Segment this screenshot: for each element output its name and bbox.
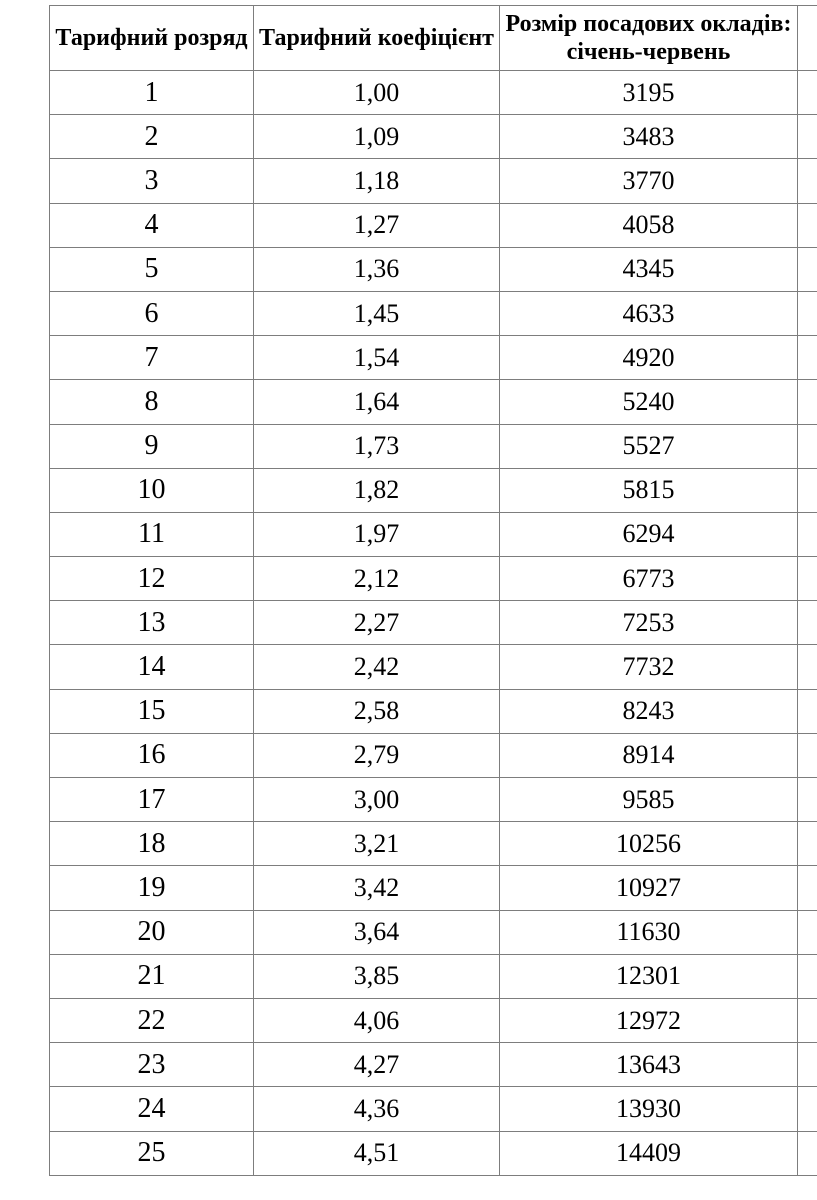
cell-tariff-coefficient: 1,64: [254, 380, 500, 424]
cell-tariff-grade: 8: [50, 380, 254, 424]
cell-cutoff-column: [798, 557, 817, 601]
cell-salary: 12301: [500, 954, 798, 998]
table-body: [50, 71, 817, 1176]
table-row: [50, 733, 817, 777]
header-row: [50, 6, 817, 71]
table-row: [50, 645, 817, 689]
table-row: [50, 866, 817, 910]
cell-tariff-grade: 21: [50, 954, 254, 998]
cell-tariff-coefficient: 1,45: [254, 291, 500, 335]
cell-salary: 14409: [500, 1131, 798, 1175]
cell-salary: 7253: [500, 601, 798, 645]
table-row: [50, 247, 817, 291]
table-row: [50, 71, 817, 115]
cell-salary: 8914: [500, 733, 798, 777]
cell-tariff-coefficient: 4,36: [254, 1087, 500, 1131]
header-cutoff-column: [798, 6, 817, 71]
cell-tariff-coefficient: 1,18: [254, 159, 500, 203]
cell-cutoff-column: [798, 910, 817, 954]
cell-salary: 3483: [500, 115, 798, 159]
cell-tariff-coefficient: 1,36: [254, 247, 500, 291]
cell-salary: 3195: [500, 71, 798, 115]
table-row: [50, 203, 817, 247]
table-row: [50, 778, 817, 822]
header-salary: [500, 6, 798, 71]
cell-tariff-coefficient: 1,54: [254, 336, 500, 380]
cell-cutoff-column: [798, 115, 817, 159]
cell-salary: 13930: [500, 1087, 798, 1131]
cell-cutoff-column: [798, 468, 817, 512]
cell-tariff-grade: 10: [50, 468, 254, 512]
cell-tariff-coefficient: 3,00: [254, 778, 500, 822]
cell-tariff-coefficient: 3,64: [254, 910, 500, 954]
cell-salary: 4633: [500, 291, 798, 335]
cell-tariff-coefficient: 2,79: [254, 733, 500, 777]
cell-salary: 7732: [500, 645, 798, 689]
cell-salary: 4058: [500, 203, 798, 247]
cell-tariff-grade: 16: [50, 733, 254, 777]
header-salary-line2: січень-червень: [566, 39, 731, 65]
cell-salary: 4345: [500, 247, 798, 291]
cell-tariff-coefficient: 4,27: [254, 1043, 500, 1087]
cell-tariff-grade: 17: [50, 778, 254, 822]
table-row: [50, 159, 817, 203]
cell-tariff-coefficient: 3,85: [254, 954, 500, 998]
cell-tariff-grade: 15: [50, 689, 254, 733]
cell-cutoff-column: [798, 689, 817, 733]
cell-salary: 4920: [500, 336, 798, 380]
cell-tariff-grade: 25: [50, 1131, 254, 1175]
cell-tariff-grade: 23: [50, 1043, 254, 1087]
table-row: [50, 557, 817, 601]
cell-tariff-coefficient: 4,06: [254, 998, 500, 1042]
cell-salary: 5815: [500, 468, 798, 512]
cell-cutoff-column: [798, 866, 817, 910]
cell-salary: 6773: [500, 557, 798, 601]
cell-salary: 5527: [500, 424, 798, 468]
cell-cutoff-column: [798, 733, 817, 777]
cell-cutoff-column: [798, 998, 817, 1042]
cell-tariff-grade: 11: [50, 512, 254, 556]
cell-cutoff-column: [798, 822, 817, 866]
cell-salary: 10927: [500, 866, 798, 910]
tariff-table-container: [49, 5, 817, 1176]
cell-salary: 5240: [500, 380, 798, 424]
header-salary-line1: Розмір посадових окладів:: [505, 11, 792, 37]
cell-cutoff-column: [798, 1087, 817, 1131]
cell-tariff-grade: 20: [50, 910, 254, 954]
cell-tariff-coefficient: 2,58: [254, 689, 500, 733]
table-row: [50, 822, 817, 866]
cell-tariff-coefficient: 4,51: [254, 1131, 500, 1175]
cell-tariff-grade: 22: [50, 998, 254, 1042]
table-row: [50, 689, 817, 733]
table-row: [50, 115, 817, 159]
cell-cutoff-column: [798, 71, 817, 115]
cell-cutoff-column: [798, 380, 817, 424]
cell-salary: 3770: [500, 159, 798, 203]
table-row: [50, 424, 817, 468]
cell-cutoff-column: [798, 778, 817, 822]
cell-tariff-coefficient: 1,82: [254, 468, 500, 512]
cell-cutoff-column: [798, 203, 817, 247]
cell-tariff-coefficient: 3,42: [254, 866, 500, 910]
cell-cutoff-column: [798, 1043, 817, 1087]
cell-tariff-grade: 5: [50, 247, 254, 291]
cell-salary: 8243: [500, 689, 798, 733]
cell-cutoff-column: [798, 645, 817, 689]
table-row: [50, 1043, 817, 1087]
cell-salary: 9585: [500, 778, 798, 822]
cell-tariff-coefficient: 1,97: [254, 512, 500, 556]
cell-cutoff-column: [798, 512, 817, 556]
cell-tariff-grade: 6: [50, 291, 254, 335]
table-row: [50, 910, 817, 954]
cell-tariff-coefficient: 1,27: [254, 203, 500, 247]
cell-cutoff-column: [798, 601, 817, 645]
cell-tariff-coefficient: 2,27: [254, 601, 500, 645]
header-tariff-grade: Тарифний розряд: [50, 6, 254, 71]
cell-salary: 13643: [500, 1043, 798, 1087]
table-row: [50, 512, 817, 556]
table-row: [50, 998, 817, 1042]
cell-tariff-grade: 7: [50, 336, 254, 380]
cell-tariff-coefficient: 1,09: [254, 115, 500, 159]
cell-cutoff-column: [798, 336, 817, 380]
cell-tariff-coefficient: 1,00: [254, 71, 500, 115]
cell-tariff-coefficient: 3,21: [254, 822, 500, 866]
cell-salary: 6294: [500, 512, 798, 556]
table-row: [50, 954, 817, 998]
table-row: [50, 601, 817, 645]
cell-cutoff-column: [798, 247, 817, 291]
cell-tariff-coefficient: 1,73: [254, 424, 500, 468]
cell-tariff-coefficient: 2,12: [254, 557, 500, 601]
cell-tariff-grade: 4: [50, 203, 254, 247]
table-row: [50, 1131, 817, 1175]
table-row: [50, 336, 817, 380]
cell-tariff-grade: 24: [50, 1087, 254, 1131]
cell-salary: 10256: [500, 822, 798, 866]
cell-cutoff-column: [798, 954, 817, 998]
cell-salary: 11630: [500, 910, 798, 954]
cell-cutoff-column: [798, 424, 817, 468]
cell-tariff-grade: 13: [50, 601, 254, 645]
cell-tariff-grade: 12: [50, 557, 254, 601]
header-tariff-coefficient: Тарифний коефіцієнт: [254, 6, 500, 71]
cell-tariff-grade: 2: [50, 115, 254, 159]
cell-salary: 12972: [500, 998, 798, 1042]
tariff-table: [49, 5, 817, 1176]
cell-cutoff-column: [798, 291, 817, 335]
table-row: [50, 468, 817, 512]
cell-tariff-grade: 19: [50, 866, 254, 910]
cell-cutoff-column: [798, 1131, 817, 1175]
cell-tariff-coefficient: 2,42: [254, 645, 500, 689]
table-row: [50, 291, 817, 335]
table-row: [50, 380, 817, 424]
cell-tariff-grade: 9: [50, 424, 254, 468]
cell-tariff-grade: 18: [50, 822, 254, 866]
table-row: [50, 1087, 817, 1131]
cell-tariff-grade: 14: [50, 645, 254, 689]
cell-tariff-grade: 3: [50, 159, 254, 203]
cell-tariff-grade: 1: [50, 71, 254, 115]
cell-cutoff-column: [798, 159, 817, 203]
